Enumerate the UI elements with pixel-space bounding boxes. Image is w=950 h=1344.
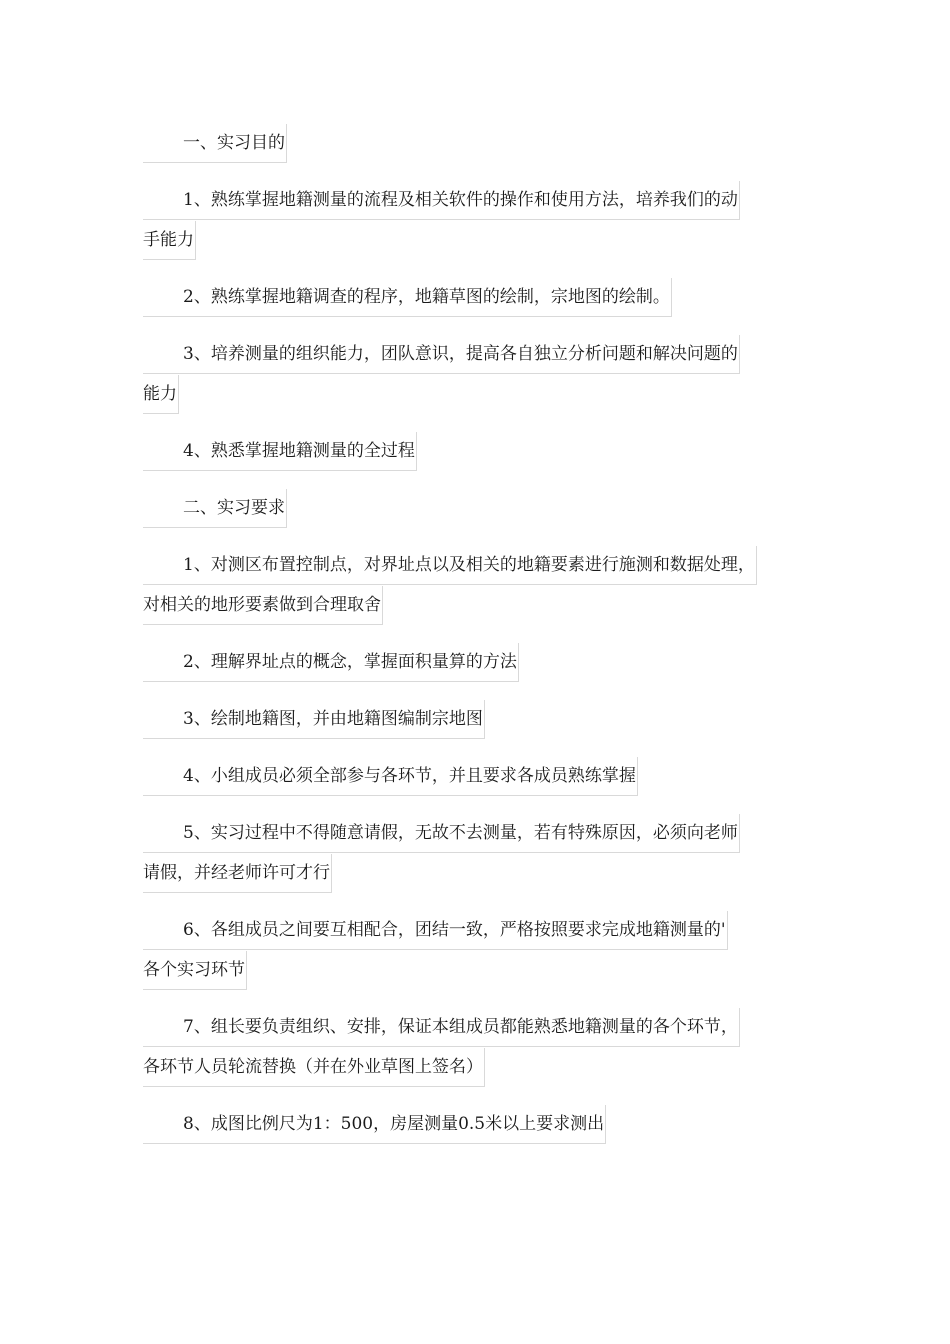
paragraph-line: 5、实习过程中不得随意请假，无故不去测量，若有特殊原因，必须向老师	[183, 823, 738, 843]
paragraph	[143, 700, 808, 740]
paragraph	[143, 757, 808, 797]
paragraph-line: 7、组长要负责组织、安排，保证本组成员都能熟悉地籍测量的各个环节，	[183, 1017, 738, 1037]
paragraph-line: 1、对测区布置控制点，对界址点以及相关的地籍要素进行施测和数据处理，	[183, 555, 755, 575]
paragraph	[143, 814, 808, 894]
paragraph-line: 能力	[143, 384, 177, 404]
document-body	[143, 124, 808, 1162]
paragraph-line: 各环节人员轮流替换（并在外业草图上签名）	[143, 1057, 483, 1077]
paragraph-line: 4、小组成员必须全部参与各环节，并且要求各成员熟练掌握	[183, 766, 636, 786]
paragraph-line: 请假，并经老师许可才行	[143, 863, 330, 883]
section-heading	[143, 124, 808, 164]
paragraph	[143, 546, 808, 626]
paragraph-line: 对相关的地形要素做到合理取舍	[143, 595, 381, 615]
paragraph	[143, 911, 808, 991]
paragraph	[143, 1008, 808, 1088]
paragraph-line: 4、熟悉掌握地籍测量的全过程	[183, 441, 415, 461]
paragraph	[143, 1105, 808, 1145]
paragraph	[143, 643, 808, 683]
paragraph-line: 2、理解界址点的概念，掌握面积量算的方法	[183, 652, 517, 672]
paragraph-line: 二、实习要求	[183, 498, 285, 518]
paragraph	[143, 335, 808, 415]
paragraph	[143, 278, 808, 318]
paragraph	[143, 181, 808, 261]
paragraph-line: 6、各组成员之间要互相配合，团结一致，严格按照要求完成地籍测量的'	[183, 920, 726, 940]
paragraph-line: 2、熟练掌握地籍调查的程序，地籍草图的绘制，宗地图的绘制。	[183, 287, 670, 307]
section-heading	[143, 489, 808, 529]
paragraph-line: 各个实习环节	[143, 960, 245, 980]
paragraph-line: 手能力	[143, 230, 194, 250]
paragraph-line: 1、熟练掌握地籍测量的流程及相关软件的操作和使用方法，培养我们的动	[183, 190, 738, 210]
paragraph	[143, 432, 808, 472]
paragraph-line: 3、培养测量的组织能力，团队意识，提高各自独立分析问题和解决问题的	[183, 344, 738, 364]
paragraph-line: 3、绘制地籍图，并由地籍图编制宗地图	[183, 709, 483, 729]
paragraph-line: 一、实习目的	[183, 133, 285, 153]
paragraph-line: 8、成图比例尺为1：500，房屋测量0.5米以上要求测出	[183, 1114, 605, 1134]
